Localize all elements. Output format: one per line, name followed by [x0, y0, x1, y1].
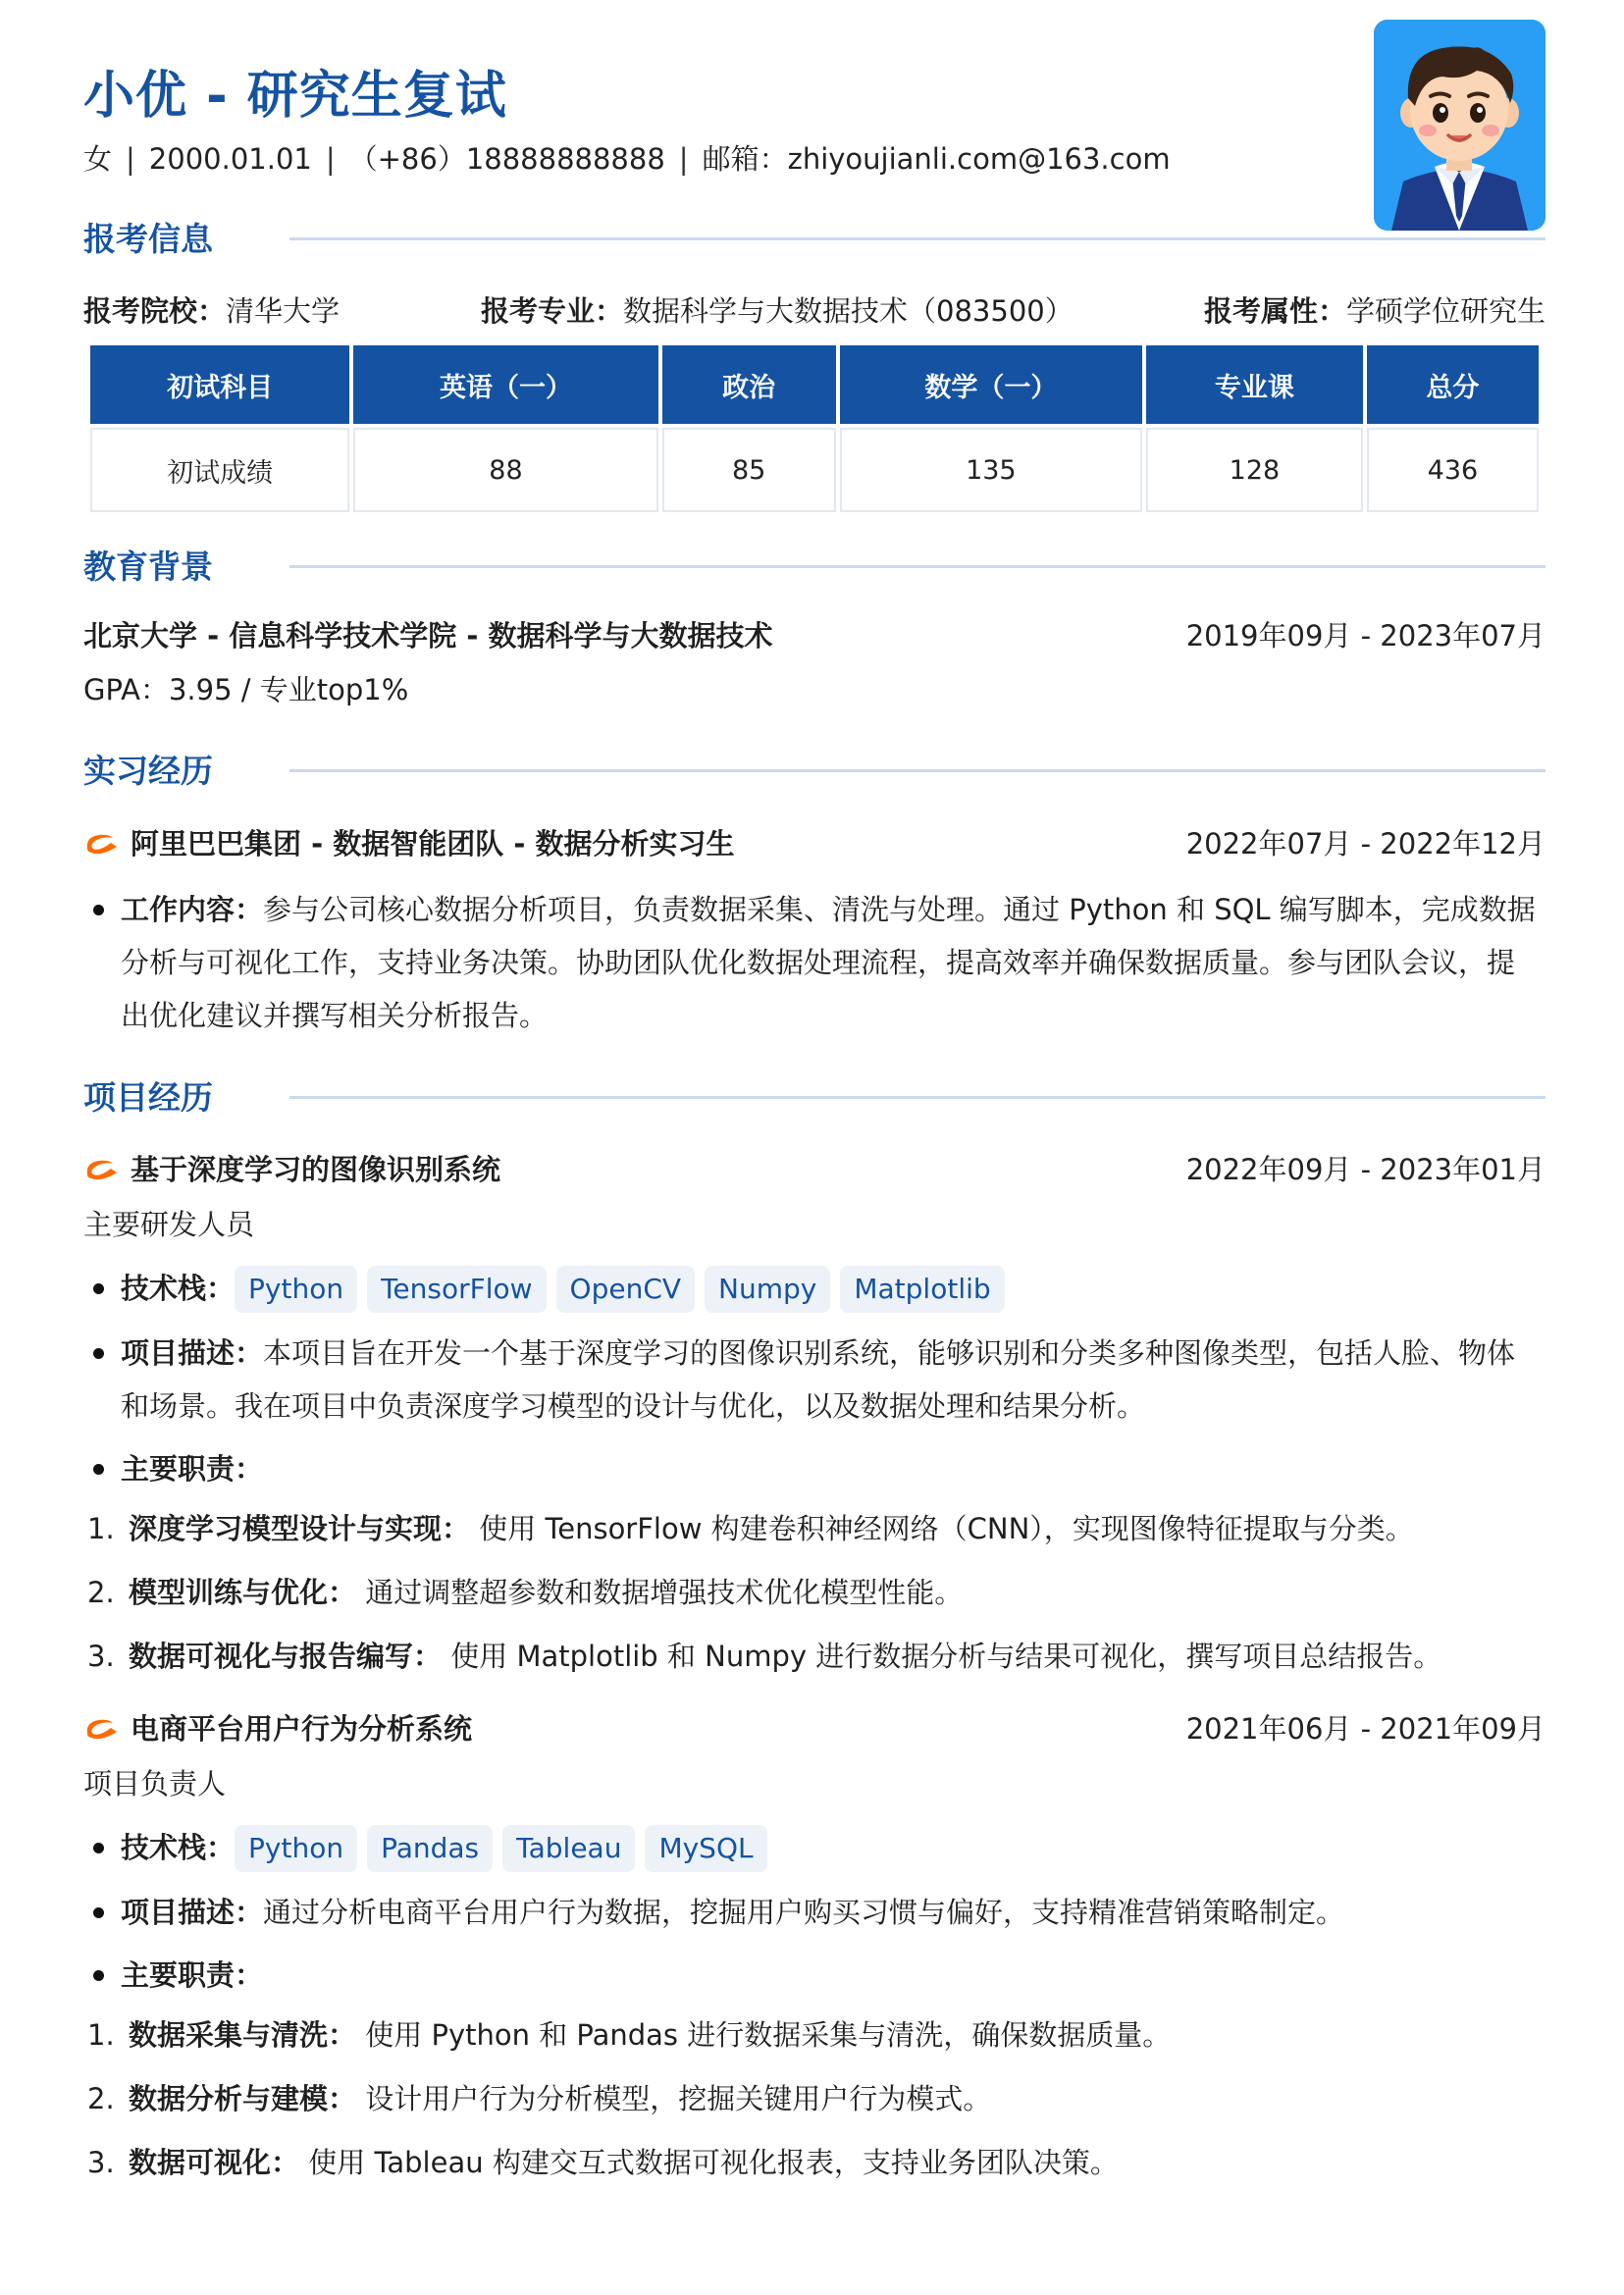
duty-number: 3. [87, 2146, 115, 2179]
duty-number: 1. [87, 2018, 115, 2052]
apply-type [1204, 289, 1545, 330]
apply-major [481, 289, 1074, 330]
project-role: 主要研发人员 [83, 1208, 255, 1241]
desc-text-line: 和场景。我在项目中负责深度学习模型的设计与优化，以及数据处理和结果分析。 [121, 1389, 1146, 1423]
score-header-cell: 政治 [662, 345, 836, 424]
bullet-dot [93, 1843, 104, 1853]
section-education [83, 542, 1545, 591]
internship-work-item [83, 883, 1545, 1042]
project-duties [83, 1442, 1545, 1495]
duty-title: 数据采集与清洗： [129, 2018, 357, 2052]
duty-text: 使用 Tableau 构建交互式数据可视化报表，支持业务团队决策。 [299, 2146, 1119, 2179]
duty-title: 数据可视化： [129, 2146, 300, 2179]
score-cell: 128 [1146, 428, 1363, 512]
education-school: 北京大学 - 信息科学技术学院 - 数据科学与大数据技术 [83, 619, 773, 652]
apply-school-value: 清华大学 [226, 294, 341, 328]
work-text-line: 参与公司核心数据分析项目，负责数据采集、清洗与处理。通过 Python 和 SQL 编写脚本，完成数据 [263, 893, 1536, 926]
desc-text: 通过分析电商平台用户行为数据，挖掘用户购买习惯与偏好，支持精准营销策略制定。 [263, 1896, 1345, 1929]
tech-tag: Python [235, 1825, 357, 1872]
project-date: 2021年06月 - 2021年09月 [1185, 1712, 1545, 1746]
section-divider [289, 769, 1545, 772]
project-date: 2022年09月 - 2023年01月 [1185, 1153, 1545, 1186]
stack-label: 技术栈： [121, 1272, 236, 1305]
bullet-dot [93, 1464, 104, 1475]
duty-label: 主要职责： [121, 1958, 264, 1992]
duty-number: 1. [87, 1512, 115, 1545]
section-divider [289, 565, 1545, 568]
email-label: 邮箱： [702, 142, 788, 176]
score-table-row [90, 428, 1539, 512]
page-title: 小优 - 研究生复试 [83, 67, 507, 126]
separator: | [126, 142, 135, 176]
duty-title: 数据分析与建模： [129, 2082, 357, 2115]
duty-title: 模型训练与优化： [129, 1576, 357, 1609]
score-cell: 436 [1367, 428, 1539, 512]
score-cell: 85 [662, 428, 836, 512]
separator: | [678, 142, 689, 176]
alibaba-logo-icon [83, 829, 121, 857]
score-cell: 初试成绩 [90, 428, 349, 512]
duty-text: 通过调整超参数和数据增强技术优化模型性能。 [356, 1576, 964, 1609]
education-entry [83, 616, 1545, 655]
alibaba-logo-icon [83, 1155, 121, 1182]
tech-tag: MySQL [645, 1825, 766, 1872]
apply-school [83, 289, 340, 330]
duty-label: 主要职责： [121, 1452, 264, 1486]
internship-date: 2022年07月 - 2022年12月 [1185, 827, 1545, 861]
duty-text: 使用 Python 和 Pandas 进行数据采集与清洗，确保数据质量。 [356, 2018, 1172, 2052]
phone: （+86）18888888888 [348, 142, 665, 176]
project-description [83, 1886, 1545, 1939]
tech-tag: Matplotlib [840, 1266, 1004, 1313]
project-entry [83, 1150, 1545, 1189]
apply-type-label: 报考属性： [1203, 294, 1346, 328]
tech-tag: OpenCV [556, 1266, 696, 1313]
gender: 女 [83, 142, 113, 176]
duty-text: 使用 Matplotlib 和 Numpy 进行数据分析与结果可视化，撰写项目总结报告。 [442, 1640, 1442, 1673]
score-header-cell: 总分 [1367, 345, 1539, 424]
duty-number: 2. [87, 2082, 115, 2115]
bullet-dot [93, 1283, 104, 1294]
project-entry [83, 1709, 1545, 1748]
section-title: 报考信息 [83, 220, 213, 258]
section-divider [289, 1096, 1545, 1099]
project-stack [83, 1264, 1545, 1313]
bullet-dot [93, 905, 104, 915]
project-name: 基于深度学习的图像识别系统 [131, 1153, 501, 1186]
project-description [83, 1327, 1545, 1433]
alibaba-logo-icon [83, 1714, 121, 1742]
section-divider [289, 237, 1545, 240]
duty-item [83, 2015, 1545, 2055]
duty-item [83, 2143, 1545, 2182]
section-internship [83, 746, 1545, 795]
duty-item [83, 2079, 1545, 2118]
score-cell: 88 [353, 428, 657, 512]
internship-entry [83, 824, 1545, 863]
score-header-cell: 专业课 [1146, 345, 1363, 424]
duty-number: 2. [87, 1576, 115, 1609]
section-title: 项目经历 [83, 1078, 213, 1117]
score-cell: 135 [840, 428, 1142, 512]
project-duties [83, 1949, 1545, 2002]
apply-major-value: 数据科学与大数据技术（083500） [623, 294, 1074, 328]
birth-date: 2000.01.01 [148, 142, 312, 176]
project-name: 电商平台用户行为分析系统 [131, 1712, 473, 1746]
section-title: 教育背景 [83, 548, 213, 586]
duty-item [83, 1573, 1545, 1612]
stack-label: 技术栈： [121, 1831, 236, 1864]
cartoon-boy-avatar-icon [1374, 20, 1545, 231]
duty-item [83, 1509, 1545, 1548]
desc-label: 项目描述： [121, 1336, 264, 1370]
duty-text: 设计用户行为分析模型，挖掘关键用户行为模式。 [356, 2082, 992, 2115]
education-gpa: GPA：3.95 / 专业top1% [83, 673, 409, 706]
score-header-cell: 初试科目 [90, 345, 349, 424]
score-table [86, 341, 1543, 516]
separator: | [325, 142, 336, 176]
desc-label: 项目描述： [121, 1896, 264, 1929]
apply-school-label: 报考院校： [83, 294, 227, 328]
score-table-header-row [90, 345, 1539, 424]
education-date: 2019年09月 - 2023年07月 [1185, 619, 1545, 652]
avatar [1374, 20, 1545, 231]
work-label: 工作内容： [121, 893, 264, 926]
duty-text: 使用 TensorFlow 构建卷积神经网络（CNN），实现图像特征提取与分类。 [470, 1512, 1414, 1545]
section-apply [83, 214, 1545, 263]
contact-line [83, 137, 1171, 178]
score-header-cell: 英语（一） [353, 345, 657, 424]
section-projects [83, 1072, 1545, 1121]
project-role: 项目负责人 [83, 1767, 227, 1800]
score-header-cell: 数学（一） [840, 345, 1142, 424]
work-text-line: 出优化建议并撰写相关分析报告。 [121, 999, 549, 1032]
apply-type-value: 学硕学位研究生 [1345, 294, 1545, 328]
work-text-line: 分析与可视化工作，支持业务决策。协助团队优化数据处理流程，提高效率并确保数据质量。参与团队会议，提 [121, 946, 1516, 979]
email: zhiyoujianli.com@163.com [787, 142, 1171, 176]
apply-major-label: 报考专业： [481, 294, 624, 328]
bullet-dot [93, 1970, 104, 1981]
tech-tag: TensorFlow [367, 1266, 546, 1313]
tech-tag: Tableau [502, 1825, 635, 1872]
bullet-dot [93, 1907, 104, 1918]
bullet-dot [93, 1348, 104, 1359]
project-stack [83, 1823, 1545, 1872]
tech-tag: Python [235, 1266, 357, 1313]
tech-tag: Numpy [705, 1266, 830, 1313]
duty-item [83, 1637, 1545, 1676]
duty-title: 数据可视化与报告编写： [129, 1640, 443, 1673]
internship-company: 阿里巴巴集团 - 数据智能团队 - 数据分析实习生 [131, 827, 735, 861]
duty-number: 3. [87, 1640, 115, 1673]
desc-text-line: 本项目旨在开发一个基于深度学习的图像识别系统，能够识别和分类多种图像类型，包括人脸、物体 [263, 1336, 1516, 1370]
section-title: 实习经历 [83, 752, 213, 790]
tech-tag: Pandas [367, 1825, 493, 1872]
duty-title: 深度学习模型设计与实现： [129, 1512, 471, 1545]
